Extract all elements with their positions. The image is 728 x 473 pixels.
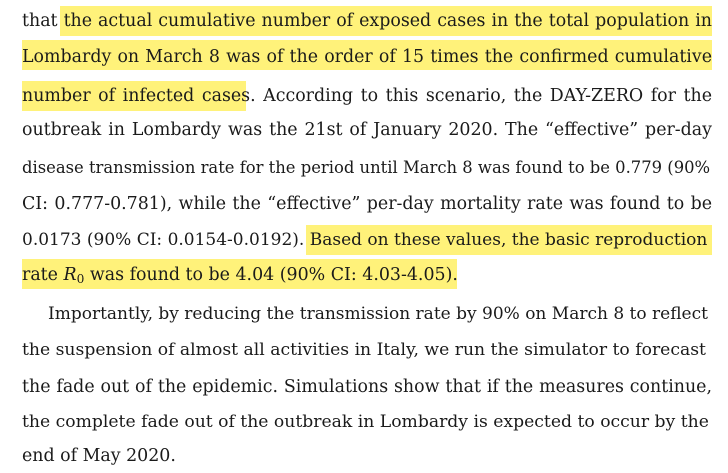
paragraph-2-line-4	[22, 405, 712, 439]
paragraph-1-line-6	[22, 187, 712, 221]
text-line: Importantly, by reducing the transmission rate by 90% on March 8 to reflect	[48, 304, 708, 324]
paragraph-2-line-1	[48, 297, 712, 331]
text-line: end of May 2020.	[22, 446, 176, 466]
text-line-with-math: rate $R_0$ was found to be 4.04 (90% CI: 4.03-4.05).	[22, 265, 458, 287]
text-line: 0.0173 (90% CI: 0.0154-0.0192). Based on these values, the basic reproduction	[22, 230, 708, 250]
text-line: the suspension of almost all activities in Italy, we run the simulator to forecast	[22, 340, 706, 360]
paragraph-1-line-8	[22, 258, 712, 292]
paragraph-1-line-1	[22, 4, 712, 38]
text-line: Lombardy on March 8 was of the order of 15 times the confirmed cumulative	[22, 47, 712, 67]
paragraph-2-line-5	[22, 439, 712, 473]
text-line: the fade out of the epidemic. Simulations show that if the measures continue,	[22, 377, 712, 397]
paragraph-1-line-7	[22, 223, 712, 257]
paragraph-1-line-5	[22, 151, 712, 185]
text-line: the complete fade out of the outbreak in Lombardy is expected to occur by the	[22, 412, 709, 432]
paragraph-1-line-3	[22, 79, 712, 113]
text-line: number of infected cases. According to this scenario, the DAY-ZERO for the	[22, 86, 712, 106]
paragraph-1-line-2	[22, 40, 712, 74]
text-line: that the actual cumulative number of exposed cases in the total population in	[22, 11, 712, 31]
text-line: outbreak in Lombardy was the 21st of January 2020. The “effective” per-day	[22, 120, 712, 140]
paragraph-2-line-2	[22, 333, 712, 367]
r0-symbol: $R_0$	[63, 265, 85, 287]
paragraph-2-line-3	[22, 370, 712, 404]
paragraph-1-line-4	[22, 113, 712, 147]
text-line: CI: 0.777-0.781), while the “effective” per-day mortality rate was found to be	[22, 194, 712, 214]
text-line: disease transmission rate for the period until March 8 was found to be 0.779 (90%	[22, 158, 711, 177]
